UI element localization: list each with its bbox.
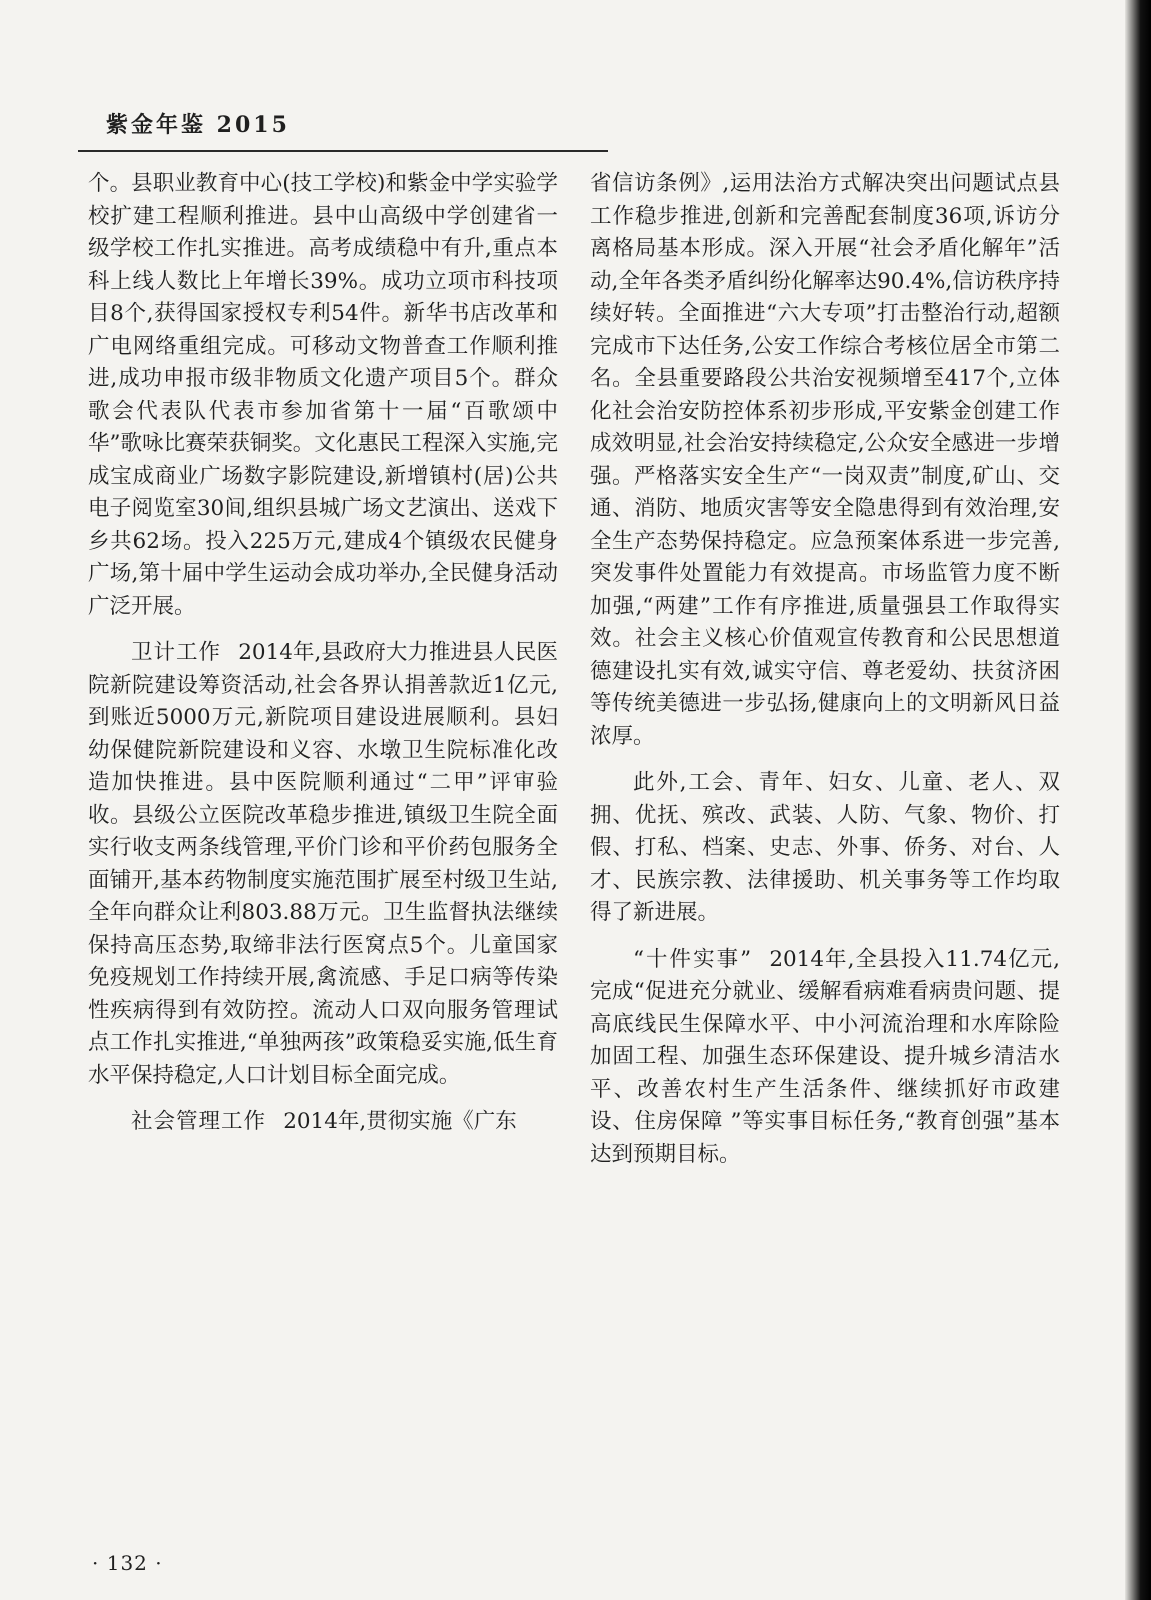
header-rule	[78, 150, 608, 152]
scan-edge-shadow	[1125, 0, 1151, 1600]
ten-matters-body: 2014年,全县投入11.74亿元,完成“促进充分就业、缓解看病难看病贵问题、提高底线民生保障水平、中小河流治理和水库除险加固工程、加强生态环保建设、提升城乡清洁水平、改善农村生产生活条件、继续抓好市政建设、住房保障 ”等实事目标任务,“教育创强”基本达到预期目标。	[590, 946, 1061, 1167]
page-number: · 132 ·	[92, 1551, 163, 1575]
other-work-paragraph: 此外,工会、青年、妇女、儿童、老人、双拥、优抚、殡改、武装、人防、气象、物价、打假、打私、档案、史志、外事、侨务、对台、人才、民族宗教、法律援助、机关事务等工作均取得了新进展。	[590, 770, 1060, 925]
health-section-heading: 卫计工作	[131, 640, 222, 665]
running-header-title: 紫金年鉴 2015	[106, 112, 290, 138]
social-management-heading: 社会管理工作	[131, 1109, 267, 1134]
ten-matters-heading: “十件实事”	[633, 946, 753, 972]
health-paragraph	[88, 637, 558, 1092]
social-management-continuation: 省信访条例》,运用法治方式解决突出问题试点县工作稳步推进,创新和完善配套制度36项,诉访分离格局基本形成。深入开展“社会矛盾化解年”活动,全年各类矛盾纠纷化解率达90.4%,信访秩序持续好转。全面推进“六大专项”打击整治行动,超额完成市下达任务,公安工作综合考核位居全市第二名。全县重要路段公共治安视频增至417个,立体化社会治安防控体系初步形成,平安紫金创建工作成效明显,社会治安持续稳定,公众安全感进一步增强。严格落实安全生产“一岗双责”制度,矿山、交通、消防、地质灾害等安全隐患得到有效治理,安全生产态势保持稳定。应急预案体系进一步完善,突发事件处置能力有效提高。市场监管力度不断加强,“两建”工作有序推进,质量强县工作取得实效。社会主义核心价值观宣传教育和公民思想道德建设扎实有效,诚实守信、尊老爱幼、扶贫济困等传统美德进一步弘扬,健康向上的文明新风日益浓厚。	[590, 171, 1060, 749]
social-management-body-start: 2014年,贯彻实施《广东	[283, 1109, 517, 1134]
right-column	[590, 168, 1060, 1171]
left-column	[88, 168, 558, 1139]
education-culture-paragraph: 个。县职业教育中心(技工学校)和紫金中学实验学校扩建工程顺利推进。县中山高级中学创建省一级学校工作扎实推进。高考成绩稳中有升,重点本科上线人数比上年增长39%。成功立项市科技项目8个,获得国家授权专利54件。新华书店改革和广电网络重组完成。可移动文物普查工作顺利推进,成功申报市级非物质文化遗产项目5个。群众歌会代表队代表市参加省第十一届“百歌颂中华”歌咏比赛荣获铜奖。文化惠民工程深入实施,完成宝成商业广场数字影院建设,新增镇村(居)公共电子阅览室30间,组织县城广场文艺演出、送戏下乡共62场。投入225万元,建成4个镇级农民健身广场,第十届中学生运动会成功举办,全民健身活动广泛开展。	[88, 171, 558, 619]
health-section-body: 2014年,县政府大力推进县人民医院新院建设筹资活动,社会各界认捐善款近1亿元,到账近5000万元,新院项目建设进展顺利。县妇幼保健院新院建设和义容、水墩卫生院标准化改造加快推进。县中医院顺利通过“二甲”评审验收。县级公立医院改革稳步推进,镇级卫生院全面实行收支两条线管理,平价门诊和平价药包服务全面铺开,基本药物制度实施范围扩展至村级卫生站,全年向群众让利803.88万元。卫生监督执法继续保持高压态势,取缔非法行医窝点5个。儿童国家免疫规划工作持续开展,禽流感、手足口病等传染性疾病得到有效防控。流动人口双向服务管理试点工作扎实推进,“单独两孩”政策稳妥实施,低生育水平保持稳定,人口计划目标全面完成。	[88, 640, 558, 1088]
social-management-paragraph	[88, 1106, 558, 1139]
ten-matters-paragraph	[590, 944, 1060, 1172]
